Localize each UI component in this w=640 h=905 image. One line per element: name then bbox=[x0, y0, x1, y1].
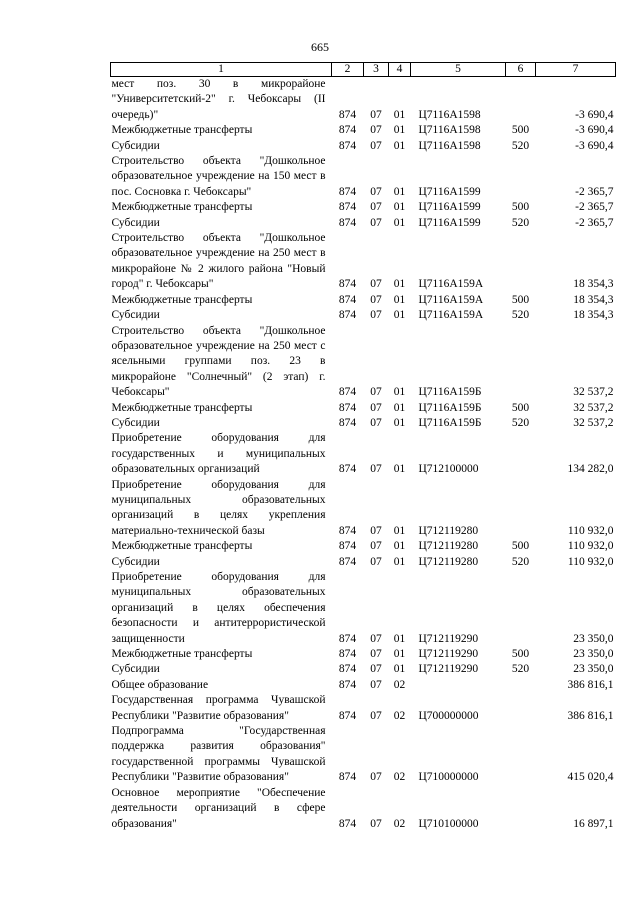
row-ministry-code: 874 bbox=[338, 463, 357, 476]
row-ministry-code: 874 bbox=[338, 663, 357, 676]
table-row bbox=[111, 678, 616, 693]
row-section-code: 07 bbox=[370, 216, 382, 229]
row-section-code: 07 bbox=[370, 139, 382, 152]
row-section-code: 07 bbox=[370, 185, 382, 198]
row-subsection-code: 02 bbox=[393, 709, 406, 722]
row-target-article: Ц712119280 bbox=[418, 540, 479, 553]
row-description: Субсидии bbox=[111, 216, 160, 229]
table-row bbox=[111, 570, 616, 647]
table-row bbox=[111, 139, 616, 154]
row-section-code: 07 bbox=[370, 108, 382, 121]
row-ministry-code: 874 bbox=[338, 386, 357, 399]
row-expense-type: 520 bbox=[511, 216, 530, 229]
row-subsection-code: 01 bbox=[393, 216, 406, 229]
row-section-code: 07 bbox=[370, 463, 382, 476]
row-expense-type bbox=[506, 431, 536, 477]
row-target-article: Ц7116А1599 bbox=[418, 201, 481, 214]
row-expense-type: 520 bbox=[511, 416, 530, 429]
row-section-code: 07 bbox=[370, 632, 382, 645]
row-amount: -2 365,7 bbox=[575, 201, 614, 214]
table-row bbox=[111, 693, 616, 724]
table-row bbox=[111, 154, 616, 200]
row-section-code: 07 bbox=[370, 401, 382, 414]
row-description: Общее образование bbox=[111, 678, 209, 691]
row-section-code: 07 bbox=[370, 771, 382, 784]
row-target-article: Ц712119290 bbox=[418, 663, 479, 676]
row-subsection-code: 01 bbox=[393, 124, 406, 137]
row-amount: 23 350,0 bbox=[573, 663, 614, 676]
row-subsection-code: 02 bbox=[393, 771, 406, 784]
row-subsection-code: 01 bbox=[393, 524, 406, 537]
row-target-article: Ц7116А1599 bbox=[418, 216, 481, 229]
row-subsection-code: 01 bbox=[393, 185, 406, 198]
row-amount: 110 932,0 bbox=[567, 540, 614, 553]
row-expense-type bbox=[506, 693, 536, 724]
row-target-article: Ц7116А1599 bbox=[418, 185, 481, 198]
table-row bbox=[111, 647, 616, 662]
table-row bbox=[111, 401, 616, 416]
table-row bbox=[111, 200, 616, 215]
row-target-article: Ц7116А159А bbox=[418, 278, 484, 291]
row-amount: 32 537,2 bbox=[573, 386, 614, 399]
row-ministry-code: 874 bbox=[338, 524, 357, 537]
row-amount: 16 897,1 bbox=[573, 817, 614, 830]
row-section-code: 07 bbox=[370, 678, 382, 691]
row-ministry-code: 874 bbox=[338, 139, 357, 152]
row-subsection-code: 01 bbox=[393, 108, 406, 121]
row-description: Межбюджетные трансферты bbox=[111, 201, 253, 214]
row-ministry-code: 874 bbox=[338, 124, 357, 137]
table-row bbox=[111, 216, 616, 231]
row-subsection-code: 01 bbox=[393, 278, 406, 291]
row-target-article: Ц710000000 bbox=[418, 771, 479, 784]
row-section-code: 07 bbox=[370, 555, 382, 568]
header-cell: 6 bbox=[506, 63, 536, 77]
row-amount: 386 816,1 bbox=[567, 678, 614, 691]
row-target-article: Ц7116А159Б bbox=[418, 416, 482, 429]
row-description: Строительство объекта "Дошкольное образовательное учреждение на 150 мест в пос. Сосновка г. Чебоксары" bbox=[111, 155, 326, 198]
table-row bbox=[111, 478, 616, 540]
row-ministry-code: 874 bbox=[338, 185, 357, 198]
row-section-code: 07 bbox=[370, 540, 382, 553]
row-expense-type: 500 bbox=[511, 201, 530, 214]
row-ministry-code: 874 bbox=[338, 632, 357, 645]
row-expense-type: 500 bbox=[511, 540, 530, 553]
row-subsection-code: 01 bbox=[393, 401, 406, 414]
row-ministry-code: 874 bbox=[338, 293, 357, 306]
row-ministry-code: 874 bbox=[338, 278, 357, 291]
row-expense-type bbox=[506, 678, 536, 693]
row-ministry-code: 874 bbox=[338, 216, 357, 229]
row-target-article: Ц712100000 bbox=[418, 463, 479, 476]
row-section-code: 07 bbox=[370, 124, 382, 137]
row-expense-type: 500 bbox=[511, 293, 530, 306]
row-expense-type bbox=[506, 154, 536, 200]
row-expense-type bbox=[506, 570, 536, 647]
row-description: Строительство объекта "Дошкольное образовательное учреждение на 250 мест в микрорайоне № 2 жилого района "Новый город" г. Чебоксары" bbox=[111, 232, 326, 291]
row-expense-type: 520 bbox=[511, 555, 530, 568]
table-row bbox=[111, 293, 616, 308]
row-expense-type bbox=[506, 77, 536, 124]
row-target-article: Ц7116А159А bbox=[418, 309, 484, 322]
row-subsection-code: 01 bbox=[393, 416, 406, 429]
row-expense-type: 520 bbox=[511, 309, 530, 322]
row-expense-type bbox=[506, 478, 536, 540]
table-row bbox=[111, 555, 616, 570]
table-row bbox=[111, 786, 616, 832]
row-amount: 23 350,0 bbox=[573, 632, 614, 645]
row-ministry-code: 874 bbox=[338, 678, 357, 691]
row-target-article: Ц7116А159А bbox=[418, 293, 484, 306]
row-description: мест поз. 30 в микрорайоне "Университетский-2" г. Чебоксары (II очередь)" bbox=[111, 78, 326, 121]
row-ministry-code: 874 bbox=[338, 416, 357, 429]
row-amount: -2 365,7 bbox=[575, 216, 614, 229]
row-ministry-code: 874 bbox=[338, 648, 357, 661]
row-amount: 18 354,3 bbox=[573, 309, 614, 322]
row-description: Межбюджетные трансферты bbox=[111, 124, 253, 137]
row-subsection-code: 01 bbox=[393, 555, 406, 568]
table-row bbox=[111, 539, 616, 554]
row-target-article: Ц7116А1598 bbox=[418, 124, 481, 137]
row-target-article: Ц712119290 bbox=[418, 648, 479, 661]
header-cell: 1 bbox=[111, 63, 332, 77]
row-description: Межбюджетные трансферты bbox=[111, 540, 253, 553]
table-row bbox=[111, 431, 616, 477]
row-subsection-code: 01 bbox=[393, 201, 406, 214]
row-amount: 18 354,3 bbox=[573, 293, 614, 306]
row-description: Государственная программа Чувашской Республики "Развитие образования" bbox=[111, 694, 326, 722]
table-row bbox=[111, 324, 616, 401]
row-target-article: Ц712119280 bbox=[418, 524, 479, 537]
row-ministry-code: 874 bbox=[338, 709, 357, 722]
row-description: Межбюджетные трансферты bbox=[111, 293, 253, 306]
row-subsection-code: 01 bbox=[393, 386, 406, 399]
row-expense-type: 520 bbox=[511, 139, 530, 152]
row-section-code: 07 bbox=[370, 293, 382, 306]
table-body bbox=[111, 63, 616, 832]
budget-table bbox=[110, 62, 616, 832]
row-expense-type bbox=[506, 786, 536, 832]
table-header-row bbox=[111, 63, 616, 77]
row-expense-type: 500 bbox=[511, 401, 530, 414]
row-target-article: Ц712119280 bbox=[418, 555, 479, 568]
row-amount: 386 816,1 bbox=[567, 709, 614, 722]
row-description: Субсидии bbox=[111, 309, 160, 322]
row-target-article: Ц700000000 bbox=[418, 709, 479, 722]
row-section-code: 07 bbox=[370, 648, 382, 661]
header-cell: 2 bbox=[332, 63, 364, 77]
row-target-article: Ц710100000 bbox=[418, 817, 479, 830]
row-subsection-code: 01 bbox=[393, 463, 406, 476]
row-ministry-code: 874 bbox=[338, 817, 357, 830]
row-description: Приобретение оборудования для муниципальных образовательных организаций в целях обеспечения безопасности и антитеррористической защищенности bbox=[111, 571, 326, 645]
row-section-code: 07 bbox=[370, 386, 382, 399]
table-row bbox=[111, 308, 616, 323]
row-section-code: 07 bbox=[370, 817, 382, 830]
row-description: Субсидии bbox=[111, 139, 160, 152]
row-amount: 134 282,0 bbox=[567, 463, 614, 476]
row-amount: 32 537,2 bbox=[573, 416, 614, 429]
row-amount: 110 932,0 bbox=[567, 555, 614, 568]
row-subsection-code: 02 bbox=[393, 678, 406, 691]
row-section-code: 07 bbox=[370, 709, 382, 722]
row-description: Субсидии bbox=[111, 416, 160, 429]
row-expense-type: 500 bbox=[511, 124, 530, 137]
row-amount: -3 690,4 bbox=[575, 139, 614, 152]
row-section-code: 07 bbox=[370, 309, 382, 322]
row-expense-type bbox=[506, 231, 536, 293]
row-description: Субсидии bbox=[111, 663, 160, 676]
row-description: Межбюджетные трансферты bbox=[111, 648, 253, 661]
table-row bbox=[111, 662, 616, 677]
row-target-article: Ц7116А159Б bbox=[418, 401, 482, 414]
row-ministry-code: 874 bbox=[338, 555, 357, 568]
header-cell: 3 bbox=[364, 63, 389, 77]
row-amount: 32 537,2 bbox=[573, 401, 614, 414]
row-expense-type: 500 bbox=[511, 648, 530, 661]
row-target-article: Ц7116А1598 bbox=[418, 139, 481, 152]
header-cell: 4 bbox=[389, 63, 411, 77]
row-section-code: 07 bbox=[370, 663, 382, 676]
row-description: Строительство объекта "Дошкольное образовательное учреждение на 250 мест с ясельными группами поз. 23 в микрорайоне "Солнечный" (2 этап) г. Чебоксары" bbox=[111, 324, 326, 399]
row-subsection-code: 01 bbox=[393, 648, 406, 661]
row-section-code: 07 bbox=[370, 278, 382, 291]
row-amount: 110 932,0 bbox=[567, 524, 614, 537]
row-ministry-code: 874 bbox=[338, 201, 357, 214]
row-description: Основное мероприятие "Обеспечение деятельности организаций в сфере образования" bbox=[111, 786, 326, 830]
row-subsection-code: 02 bbox=[393, 817, 406, 830]
row-ministry-code: 874 bbox=[338, 771, 357, 784]
row-amount: -3 690,4 bbox=[575, 108, 614, 121]
row-description: Приобретение оборудования для муниципальных образовательных организаций в целях укрепления материально-технической базы bbox=[111, 478, 326, 537]
row-expense-type bbox=[506, 324, 536, 401]
table-row bbox=[111, 231, 616, 293]
row-target-article: Ц7116А159Б bbox=[418, 386, 482, 399]
row-amount: -3 690,4 bbox=[575, 124, 614, 137]
header-cell: 5 bbox=[411, 63, 506, 77]
table-row bbox=[111, 77, 616, 124]
row-description: Подпрограмма "Государственная поддержка развития образования" государственной программы Чувашской Республики "Развитие образования" bbox=[111, 725, 326, 784]
table-row bbox=[111, 416, 616, 431]
header-cell: 7 bbox=[536, 63, 616, 77]
row-ministry-code: 874 bbox=[338, 309, 357, 322]
row-subsection-code: 01 bbox=[393, 663, 406, 676]
row-description: Межбюджетные трансферты bbox=[111, 401, 253, 414]
row-section-code: 07 bbox=[370, 416, 382, 429]
row-ministry-code: 874 bbox=[338, 540, 357, 553]
row-subsection-code: 01 bbox=[393, 632, 406, 645]
row-expense-type: 520 bbox=[511, 663, 530, 676]
table-row bbox=[111, 724, 616, 786]
row-description: Приобретение оборудования для государственных и муниципальных образовательных организаций bbox=[111, 432, 326, 476]
row-expense-type bbox=[506, 724, 536, 786]
row-target-article: Ц712119290 bbox=[418, 632, 479, 645]
row-amount: -2 365,7 bbox=[575, 185, 614, 198]
row-section-code: 07 bbox=[370, 524, 382, 537]
table-row bbox=[111, 123, 616, 138]
row-target-article bbox=[411, 678, 506, 693]
page-number: 665 bbox=[311, 40, 329, 54]
row-ministry-code: 874 bbox=[338, 108, 357, 121]
row-amount: 415 020,4 bbox=[567, 771, 614, 784]
row-subsection-code: 01 bbox=[393, 293, 406, 306]
row-section-code: 07 bbox=[370, 201, 382, 214]
row-subsection-code: 01 bbox=[393, 309, 406, 322]
row-target-article: Ц7116А1598 bbox=[418, 108, 481, 121]
row-description: Субсидии bbox=[111, 555, 160, 568]
row-subsection-code: 01 bbox=[393, 139, 406, 152]
row-amount: 18 354,3 bbox=[573, 278, 614, 291]
row-ministry-code: 874 bbox=[338, 401, 357, 414]
row-amount: 23 350,0 bbox=[573, 648, 614, 661]
row-subsection-code: 01 bbox=[393, 540, 406, 553]
